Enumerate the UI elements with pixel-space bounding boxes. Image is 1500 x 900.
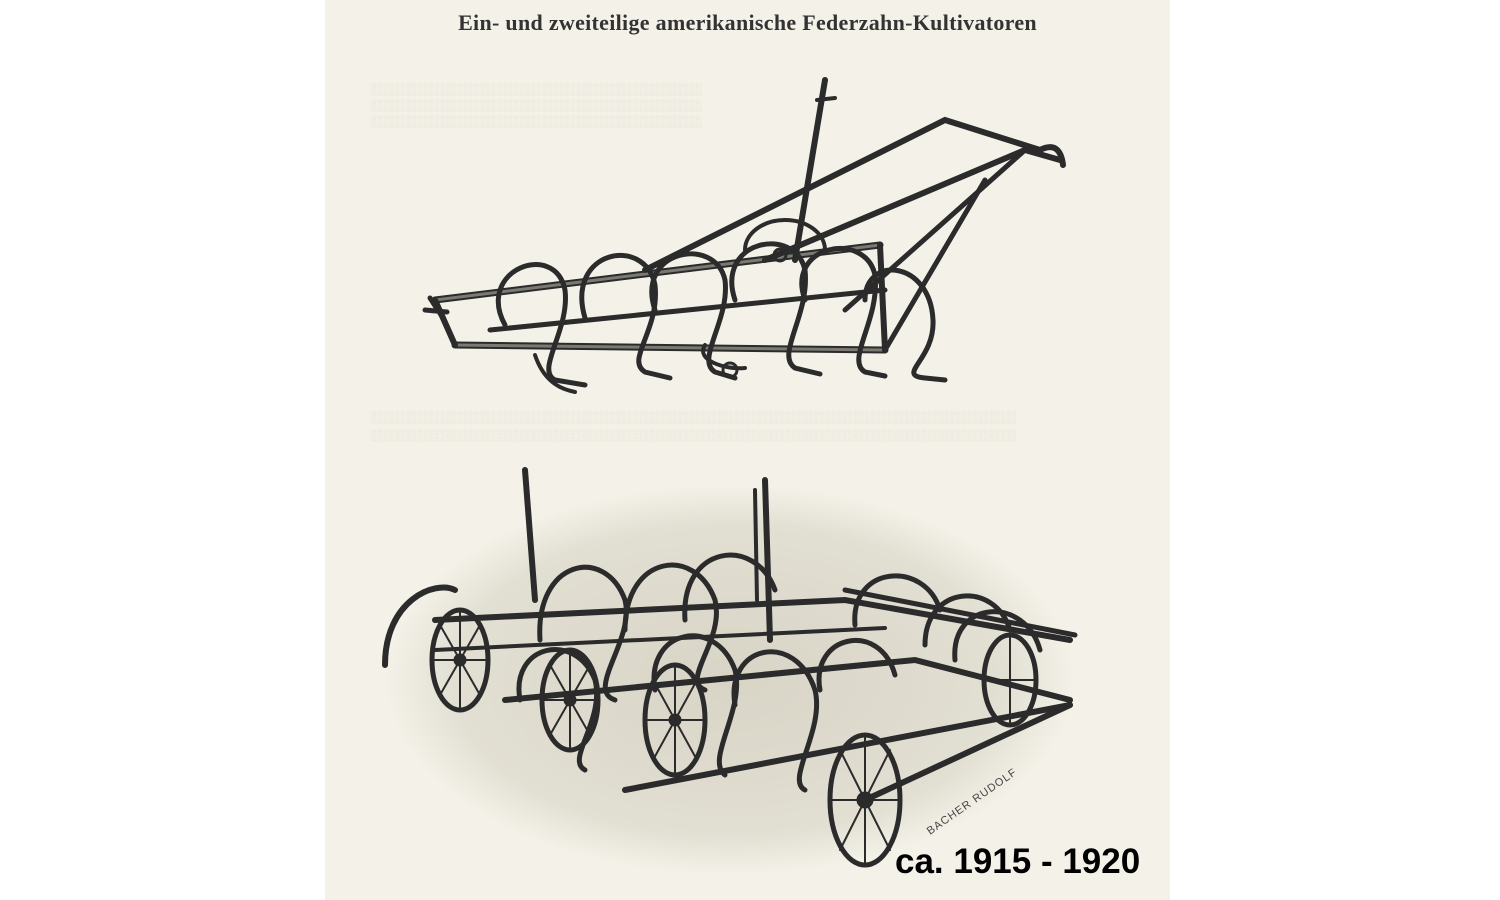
page-title: Ein- und zweiteilige amerikanische Federzahn-Kultivatoren bbox=[458, 10, 1037, 35]
bleed-through-text: ░░░░░░░░░░░░░░░░░░░░░░░░░░░░░░░░░░░░░░░ bbox=[370, 114, 702, 128]
date-caption: ca. 1915 - 1920 bbox=[895, 842, 1141, 881]
bleed-through-text: ░░░░░░░░░░░░░░░░░░░░░░░░░░░░░░░░░░░░░░░░░░░░░░░░░░░░░░░░░░░░░░░░░░░░░░░░░░░░ bbox=[370, 410, 1017, 424]
bleed-through-text: ░░░░░░░░░░░░░░░░░░░░░░░░░░░░░░░░░░░░░░░ bbox=[370, 98, 702, 112]
engraver-signature: BACHER RUDOLF bbox=[924, 766, 1020, 838]
bleed-through-text: ░░░░░░░░░░░░░░░░░░░░░░░░░░░░░░░░░░░░░░░░░░░░░░░░░░░░░░░░░░░░░░░░░░░░░░░░░░░░ bbox=[370, 428, 1017, 442]
bleed-through-text: ░░░░░░░░░░░░░░░░░░░░░░░░░░░░░░░░░░░░░░░ bbox=[370, 82, 702, 96]
cultivator-illustrations bbox=[325, 0, 1170, 900]
single-section-cultivator-illustration bbox=[425, 80, 1063, 392]
catalog-page bbox=[325, 0, 1170, 900]
